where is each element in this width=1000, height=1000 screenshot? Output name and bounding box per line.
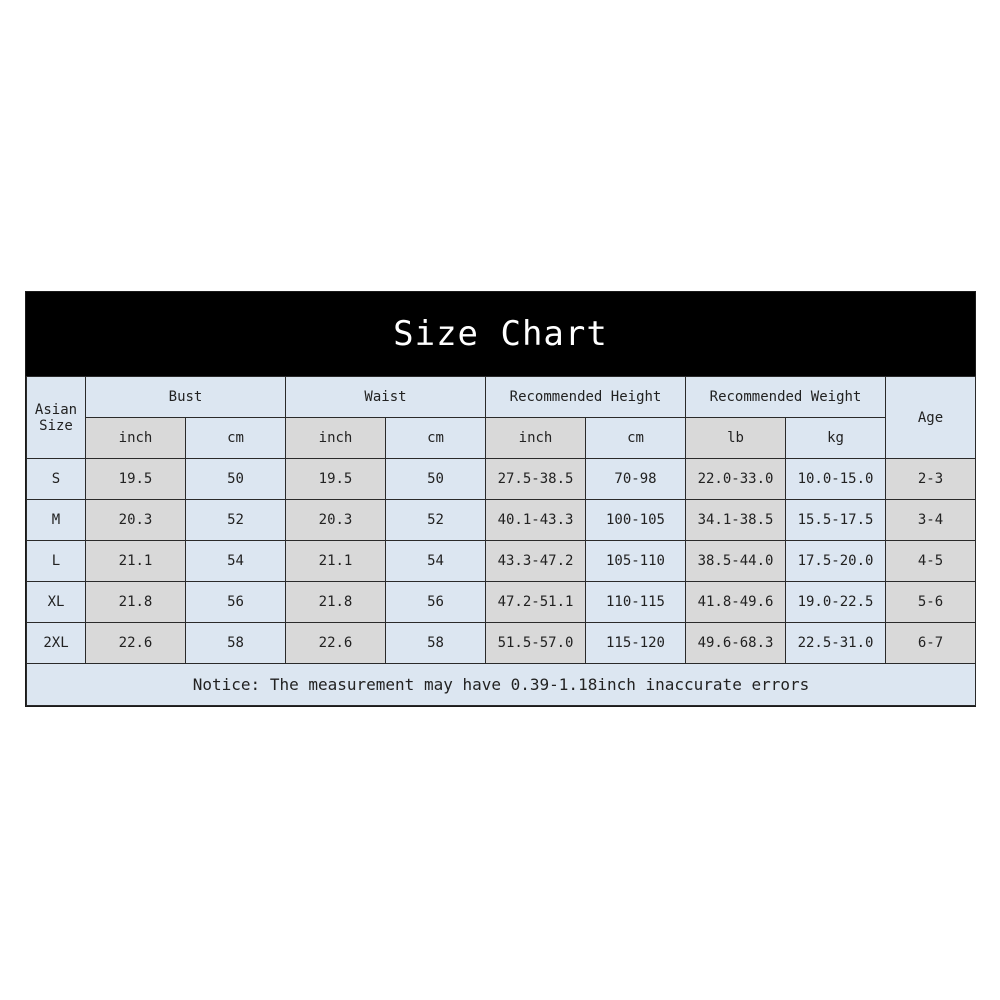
weight-lb-cell: 34.1-38.5 [686,500,786,541]
bust-inch-cell: 20.3 [86,500,186,541]
waist-cm-cell: 56 [386,582,486,623]
header-row-groups [27,377,976,418]
waist-cm-cell: 58 [386,623,486,664]
bust-inch-cell: 21.1 [86,541,186,582]
age-cell: 4-5 [886,541,976,582]
size-cell: S [27,459,86,500]
unit-height-cm: cm [586,418,686,459]
height-cm-cell: 100-105 [586,500,686,541]
weight-lb-cell: 22.0-33.0 [686,459,786,500]
table-row [27,541,976,582]
weight-kg-cell: 19.0-22.5 [786,582,886,623]
unit-height-inch: inch [486,418,586,459]
waist-inch-cell: 20.3 [286,500,386,541]
bust-inch-cell: 19.5 [86,459,186,500]
weight-kg-cell: 17.5-20.0 [786,541,886,582]
size-header-line2: Size [39,417,73,434]
waist-header: Waist [286,377,486,418]
age-header: Age [886,377,976,459]
age-cell: 6-7 [886,623,976,664]
size-cell: L [27,541,86,582]
table-row [27,582,976,623]
height-cm-cell: 110-115 [586,582,686,623]
bust-header: Bust [86,377,286,418]
size-cell: 2XL [27,623,86,664]
weight-kg-cell: 10.0-15.0 [786,459,886,500]
notice-text: Notice: The measurement may have 0.39-1.18inch inaccurate errors [27,664,976,706]
waist-cm-cell: 50 [386,459,486,500]
bust-cm-cell: 52 [186,500,286,541]
waist-cm-cell: 54 [386,541,486,582]
age-cell: 3-4 [886,500,976,541]
unit-bust-cm: cm [186,418,286,459]
bust-cm-cell: 58 [186,623,286,664]
bust-inch-cell: 21.8 [86,582,186,623]
height-inch-cell: 47.2-51.1 [486,582,586,623]
height-cm-cell: 70-98 [586,459,686,500]
weight-kg-cell: 15.5-17.5 [786,500,886,541]
waist-inch-cell: 19.5 [286,459,386,500]
height-cm-cell: 115-120 [586,623,686,664]
table-row [27,500,976,541]
header-row-units [27,418,976,459]
unit-weight-lb: lb [686,418,786,459]
age-cell: 2-3 [886,459,976,500]
height-inch-cell: 51.5-57.0 [486,623,586,664]
weight-header: Recommended Weight [686,377,886,418]
height-header: Recommended Height [486,377,686,418]
bust-inch-cell: 22.6 [86,623,186,664]
size-cell: M [27,500,86,541]
table-row [27,459,976,500]
height-inch-cell: 43.3-47.2 [486,541,586,582]
size-table [26,376,976,706]
bust-cm-cell: 56 [186,582,286,623]
waist-inch-cell: 21.1 [286,541,386,582]
unit-waist-cm: cm [386,418,486,459]
height-inch-cell: 27.5-38.5 [486,459,586,500]
age-cell: 5-6 [886,582,976,623]
size-header-line1: Asian [34,401,78,418]
weight-lb-cell: 41.8-49.6 [686,582,786,623]
bust-cm-cell: 50 [186,459,286,500]
waist-cm-cell: 52 [386,500,486,541]
weight-lb-cell: 49.6-68.3 [686,623,786,664]
unit-weight-kg: kg [786,418,886,459]
height-inch-cell: 40.1-43.3 [486,500,586,541]
weight-lb-cell: 38.5-44.0 [686,541,786,582]
chart-title: Size Chart [393,314,608,354]
weight-kg-cell: 22.5-31.0 [786,623,886,664]
chart-title-bar [26,292,975,376]
height-cm-cell: 105-110 [586,541,686,582]
bust-cm-cell: 54 [186,541,286,582]
waist-inch-cell: 22.6 [286,623,386,664]
size-cell: XL [27,582,86,623]
size-header-cell [27,377,86,459]
table-row [27,623,976,664]
unit-bust-inch: inch [86,418,186,459]
size-chart [25,291,976,707]
waist-inch-cell: 21.8 [286,582,386,623]
unit-waist-inch: inch [286,418,386,459]
notice-row [27,664,976,706]
